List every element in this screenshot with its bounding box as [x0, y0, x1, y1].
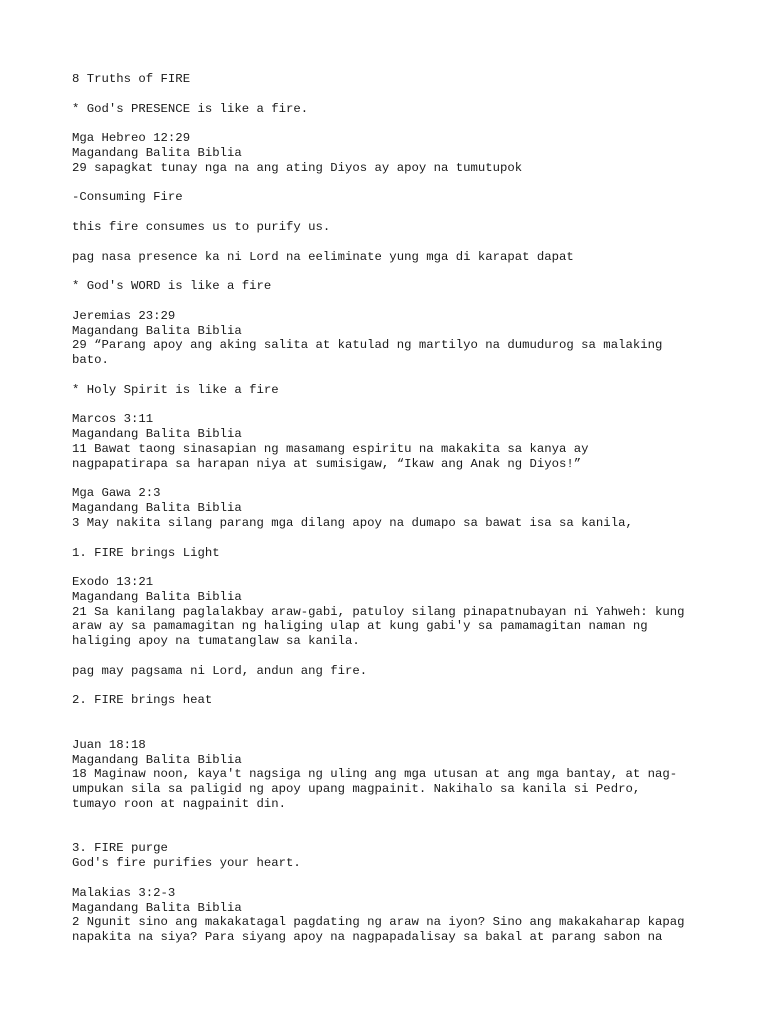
- scripture-reference: Jeremias 23:29: [72, 308, 176, 323]
- scripture-reference: Juan 18:18: [72, 737, 146, 752]
- scripture-reference: Marcos 3:11: [72, 412, 154, 427]
- spirit-scripture-2: [72, 486, 712, 530]
- scripture-verse: haliging apoy na tumatanglaw sa kanila.: [72, 634, 360, 649]
- blank-line: [72, 723, 712, 738]
- blank-line: [72, 827, 712, 842]
- scripture-reference: Mga Hebreo 12:29: [72, 131, 191, 146]
- scripture-verse: nagpapatirapa sa harapan niya at sumisigaw, “Ikaw ang Anak ng Diyos!”: [72, 456, 582, 471]
- scripture-verse: 2 Ngunit sino ang makakatagal pagdating ng araw na iyon? Sino ang makakaharap kapag: [72, 915, 685, 930]
- heat-scripture: [72, 738, 712, 812]
- scripture-verse: 18 Maginaw noon, kaya't nagsiga ng uling ang mga utusan at ang mga bantay, at nag-: [72, 767, 678, 782]
- presence-heading-block: [72, 102, 712, 117]
- scripture-verse: araw ay sa pamamagitan ng haliging ulap at kung gabi'y sa pamamagitan naman ng: [72, 619, 648, 634]
- word-scripture: [72, 309, 712, 368]
- bible-version: Magandang Balita Biblia: [72, 145, 242, 160]
- light-scripture: [72, 575, 712, 649]
- scripture-verse: umpukan sila sa paligid ng apoy upang magpainit. Nakihalo sa kanila si Pedro,: [72, 782, 641, 797]
- heat-heading: 2. FIRE brings heat: [72, 693, 213, 708]
- light-note: pag may pagsama ni Lord, andun ang fire.: [72, 663, 368, 678]
- document-title-block: [72, 72, 712, 87]
- presence-note-2-block: [72, 250, 712, 265]
- heat-heading-block: [72, 693, 712, 708]
- scripture-reference: Mga Gawa 2:3: [72, 486, 161, 501]
- presence-note-1-block: [72, 220, 712, 235]
- document-title: 8 Truths of FIRE: [72, 72, 191, 86]
- bible-version: Magandang Balita Biblia: [72, 900, 242, 915]
- bible-version: Magandang Balita Biblia: [72, 501, 242, 516]
- purge-scripture: [72, 886, 712, 945]
- scripture-verse: napakita na siya? Para siyang apoy na nagpapadalisay sa bakal at parang sabon na: [72, 930, 663, 945]
- light-heading-block: [72, 546, 712, 561]
- presence-note: this fire consumes us to purify us.: [72, 219, 331, 234]
- spirit-heading: * Holy Spirit is like a fire: [72, 382, 279, 397]
- purge-heading-block: [72, 841, 712, 871]
- document-page: [72, 72, 712, 960]
- scripture-verse: 21 Sa kanilang paglalakbay araw-gabi, patuloy silang pinapatnubayan ni Yahweh: kung: [72, 604, 685, 619]
- bible-version: Magandang Balita Biblia: [72, 323, 242, 338]
- presence-note: pag nasa presence ka ni Lord na eeliminate yung mga di karapat dapat: [72, 249, 574, 264]
- scripture-verse: bato.: [72, 353, 109, 368]
- word-heading-block: [72, 279, 712, 294]
- word-heading: * God's WORD is like a fire: [72, 279, 272, 294]
- bible-version: Magandang Balita Biblia: [72, 589, 242, 604]
- presence-scripture: [72, 131, 712, 175]
- scripture-verse: 3 May nakita silang parang mga dilang apoy na dumapo sa bawat isa sa kanila,: [72, 515, 633, 530]
- presence-heading: * God's PRESENCE is like a fire.: [72, 101, 309, 116]
- purge-note: God's fire purifies your heart.: [72, 856, 301, 871]
- light-note-block: [72, 664, 712, 679]
- bible-version: Magandang Balita Biblia: [72, 427, 242, 442]
- scripture-verse: 29 “Parang apoy ang aking salita at katulad ng martilyo na dumudurog sa malaking: [72, 338, 663, 353]
- purge-heading: 3. FIRE purge: [72, 841, 168, 856]
- light-heading: 1. FIRE brings Light: [72, 545, 220, 560]
- scripture-reference: Malakias 3:2-3: [72, 885, 176, 900]
- spirit-heading-block: [72, 383, 712, 398]
- scripture-verse: 29 sapagkat tunay nga na ang ating Diyos ay apoy na tumutupok: [72, 160, 523, 175]
- consuming-fire-block: [72, 190, 712, 205]
- scripture-verse: tumayo roon at nagpainit din.: [72, 797, 287, 812]
- scripture-verse: 11 Bawat taong sinasapian ng masamang espiritu na makakita sa kanya ay: [72, 441, 589, 456]
- spirit-scripture-1: [72, 412, 712, 471]
- bible-version: Magandang Balita Biblia: [72, 752, 242, 767]
- scripture-reference: Exodo 13:21: [72, 575, 154, 590]
- consuming-fire-subheading: -Consuming Fire: [72, 190, 183, 205]
